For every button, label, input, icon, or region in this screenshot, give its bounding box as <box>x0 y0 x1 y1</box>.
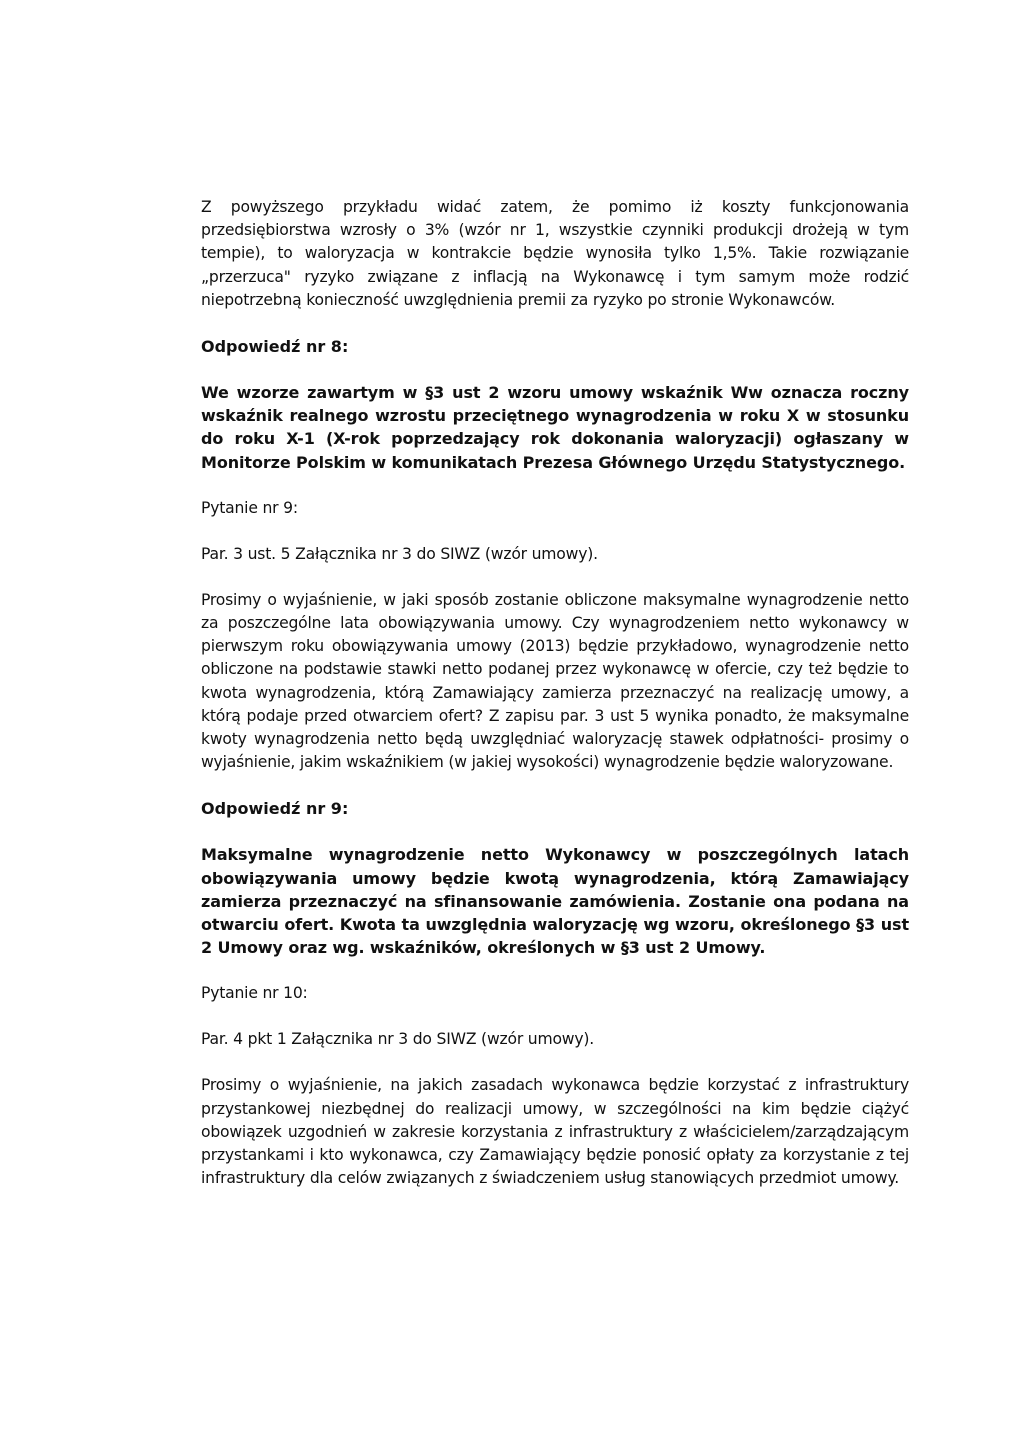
question-10-reference: Par. 4 pkt 1 Załącznika nr 3 do SIWZ (wzór umowy). <box>201 1030 595 1049</box>
intro-paragraph: Z powyższego przykładu widać zatem, że pomimo iż koszty funkcjonowania przedsiębiorstwa wzrosły o 3% (wzór nr 1, wszystkie czynniki produkcji drożeją w tym tempie), to waloryzacja w kontrakcie będzie wynosiła tylko 1,5%. Takie rozwiązanie „przerzuca" ryzyko związane z inflacją na Wykonawcę i tym samym może rodzić niepotrzebną konieczność uwzględnienia premii za ryzyko po stronie Wykonawców. <box>201 198 909 309</box>
question-9-text: Prosimy o wyjaśnienie, w jaki sposób zostanie obliczone maksymalne wynagrodzenie netto za poszczególne lata obowiązywania umowy. Czy wynagrodzeniem netto wykonawcy w pierwszym roku obowiązywania umowy (2013) będzie przykładowo, wynagrodzenie netto obliczone na podstawie stawki netto podanej przez wykonawcę w ofercie, czy też będzie to kwota wynagrodzenia, którą Zamawiający zamierza przeznaczyć na realizację umowy, a którą podaje przed otwarciem ofert? Z zapisu par. 3 ust 5 wynika ponadto, że maksymalne kwoty wynagrodzenia netto będą uwzględniać waloryzację stawek odpłatności- prosimy o wyjaśnienie, jakim wskaźnikiem (w jakiej wysokości) wynagrodzenie będzie waloryzowane. <box>201 590 909 772</box>
document-page <box>201 196 909 1213</box>
answer-8-text: We wzorze zawartym w §3 ust 2 wzoru umowy wskaźnik Ww oznacza roczny wskaźnik realnego wzrostu przeciętnego wynagrodzenia w roku X w stosunku do roku X-1 (X-rok poprzedzający rok dokonania waloryzacji) ogłaszany w Monitorze Polskim w komunikatach Prezesa Głównego Urzędu Statystycznego. <box>201 383 909 472</box>
answer-9-heading: Odpowiedź nr 9: <box>201 799 349 819</box>
answer-9-text: Maksymalne wynagrodzenie netto Wykonawcy w poszczególnych latach obowiązywania umowy będzie kwotą wynagrodzenia, którą Zamawiający zamierza przeznaczyć na sfinansowanie zamówienia. Zostanie ona podana na otwarciu ofert. Kwota ta uwzględnia waloryzację wg wzoru, określonego §3 ust 2 Umowy oraz wg. wskaźników, określonych w §3 ust 2 Umowy. <box>201 845 909 958</box>
question-10-text: Prosimy o wyjaśnienie, na jakich zasadach wykonawca będzie korzystać z infrastruktury przystankowej niezbędnej do realizacji umowy, w szczególności na kim będzie ciążyć obowiązek uzgodnień w zakresie korzystania z infrastruktury z właścicielem/zarządzającym przystankami i kto wykonawca, czy Zamawiający będzie ponosić opłaty za korzystanie z tej infrastruktury dla celów związanych z świadczeniem usług stanowiących przedmiot umowy. <box>201 1076 909 1188</box>
question-9-label: Pytanie nr 9: <box>201 498 298 517</box>
question-9-reference: Par. 3 ust. 5 Załącznika nr 3 do SIWZ (wzór umowy). <box>201 544 598 563</box>
answer-8-heading: Odpowiedź nr 8: <box>201 337 349 357</box>
question-10-label: Pytanie nr 10: <box>201 984 308 1003</box>
